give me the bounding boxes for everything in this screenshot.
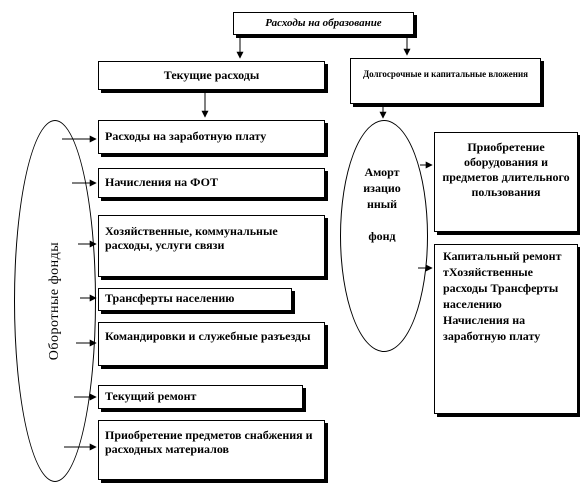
long-term-investments-label: Долгосрочные и капитальные вложения <box>362 69 529 79</box>
depreciation-fund-line-4: фонд <box>368 229 396 243</box>
current-item-7-label: Приобретение предметов снабжения и расходных материалов <box>105 428 313 456</box>
current-item-1-label: Расходы на заработную плату <box>105 129 267 143</box>
current-item-1 <box>98 120 325 154</box>
capital-item-2-label: Капитальный ремонт тХозяйственные расходы Трансферты населению Начисления на заработную плату <box>443 249 562 343</box>
current-item-5-label: Командировки и служебные разъезды <box>105 329 311 343</box>
current-item-2-label: Начисления на ФОТ <box>105 175 218 189</box>
current-item-5 <box>98 322 325 366</box>
depreciation-fund-line-3: нный <box>366 197 398 211</box>
depreciation-fund-label <box>347 164 417 244</box>
capital-item-1 <box>434 132 578 232</box>
current-item-3-label: Хозяйственные, коммунальные расходы, услуги связи <box>105 224 278 252</box>
current-item-4-label: Трансферты населению <box>105 291 235 305</box>
education-expenses-box <box>233 12 414 35</box>
current-expenses-box <box>98 61 325 90</box>
working-capital-label: Оборотные фонды <box>47 241 62 361</box>
long-term-investments-box <box>350 58 541 104</box>
capital-item-2 <box>434 244 578 414</box>
education-expenses-label: Расходы на образование <box>265 17 382 29</box>
depreciation-fund-line-1: Аморт <box>364 165 400 179</box>
depreciation-fund-line-2: изацио <box>363 181 401 195</box>
capital-item-1-label: Приобретение оборудования и предметов длительного пользования <box>442 140 570 199</box>
current-item-3 <box>98 215 325 277</box>
current-item-6 <box>98 385 303 409</box>
current-item-6-label: Текущий ремонт <box>105 389 197 403</box>
current-item-4 <box>98 288 292 311</box>
current-item-2 <box>98 168 325 198</box>
current-item-7 <box>98 420 325 480</box>
current-expenses-label: Текущие расходы <box>163 68 260 82</box>
